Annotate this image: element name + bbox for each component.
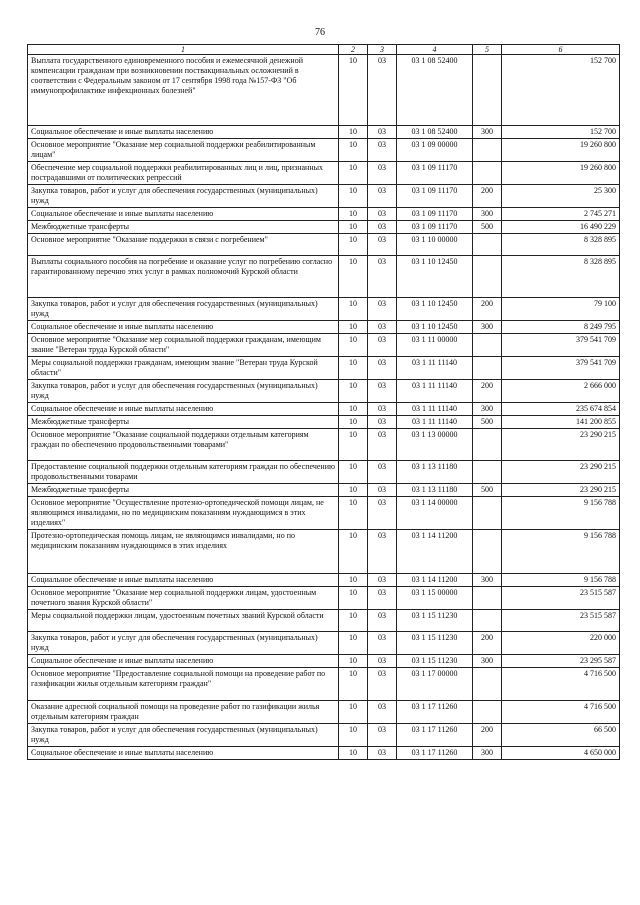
section-cell: 10 bbox=[339, 334, 368, 357]
amount-cell: 23 515 587 bbox=[502, 587, 620, 610]
section-cell: 10 bbox=[339, 724, 368, 747]
amount-cell: 19 260 800 bbox=[502, 139, 620, 162]
row-name-cell: Основное мероприятие "Оказание мер социальной поддержки реабилитированным лицам" bbox=[28, 139, 339, 162]
table-header-row bbox=[28, 45, 620, 55]
table-row bbox=[28, 461, 620, 484]
subsection-cell: 03 bbox=[368, 55, 397, 126]
target-article-cell: 03 1 11 11140 bbox=[397, 416, 473, 429]
table-row bbox=[28, 668, 620, 701]
amount-cell: 23 290 215 bbox=[502, 484, 620, 497]
column-header: 6 bbox=[502, 45, 620, 55]
section-cell: 10 bbox=[339, 403, 368, 416]
expense-type-cell bbox=[473, 429, 502, 461]
target-article-cell: 03 1 10 12450 bbox=[397, 298, 473, 321]
column-header: 5 bbox=[473, 45, 502, 55]
row-name-cell: Основное мероприятие "Оказание мер социальной поддержки гражданам, имеющим звание "Ветеран труда Курской области" bbox=[28, 334, 339, 357]
amount-cell: 2 666 000 bbox=[502, 380, 620, 403]
target-article-cell: 03 1 09 11170 bbox=[397, 162, 473, 185]
page-number: 76 bbox=[315, 27, 325, 38]
target-article-cell: 03 1 17 11260 bbox=[397, 701, 473, 724]
expense-type-cell: 500 bbox=[473, 484, 502, 497]
section-cell: 10 bbox=[339, 574, 368, 587]
subsection-cell: 03 bbox=[368, 701, 397, 724]
target-article-cell: 03 1 13 11180 bbox=[397, 484, 473, 497]
table-row bbox=[28, 256, 620, 298]
subsection-cell: 03 bbox=[368, 185, 397, 208]
expense-type-cell: 300 bbox=[473, 321, 502, 334]
target-article-cell: 03 1 08 52400 bbox=[397, 126, 473, 139]
section-cell: 10 bbox=[339, 162, 368, 185]
table-row bbox=[28, 185, 620, 208]
table-row bbox=[28, 126, 620, 139]
subsection-cell: 03 bbox=[368, 256, 397, 298]
table-row bbox=[28, 380, 620, 403]
subsection-cell: 03 bbox=[368, 221, 397, 234]
expense-type-cell: 200 bbox=[473, 724, 502, 747]
column-header: 2 bbox=[339, 45, 368, 55]
amount-cell: 8 328 895 bbox=[502, 234, 620, 256]
expense-type-cell bbox=[473, 357, 502, 380]
expense-type-cell bbox=[473, 668, 502, 701]
target-article-cell: 03 1 13 00000 bbox=[397, 429, 473, 461]
subsection-cell: 03 bbox=[368, 610, 397, 632]
table-row bbox=[28, 429, 620, 461]
expense-type-cell bbox=[473, 55, 502, 126]
subsection-cell: 03 bbox=[368, 655, 397, 668]
section-cell: 10 bbox=[339, 321, 368, 334]
table-row bbox=[28, 632, 620, 655]
row-name-cell: Оказание адресной социальной помощи на проведение работ по газификации жилья отдельным категориям граждан bbox=[28, 701, 339, 724]
subsection-cell: 03 bbox=[368, 321, 397, 334]
row-name-cell: Закупка товаров, работ и услуг для обеспечения государственных (муниципальных) нужд bbox=[28, 185, 339, 208]
target-article-cell: 03 1 14 11200 bbox=[397, 530, 473, 574]
expense-type-cell bbox=[473, 701, 502, 724]
amount-cell: 16 490 229 bbox=[502, 221, 620, 234]
subsection-cell: 03 bbox=[368, 234, 397, 256]
expense-type-cell bbox=[473, 530, 502, 574]
amount-cell: 379 541 709 bbox=[502, 357, 620, 380]
subsection-cell: 03 bbox=[368, 126, 397, 139]
amount-cell: 4 716 500 bbox=[502, 668, 620, 701]
row-name-cell: Закупка товаров, работ и услуг для обеспечения государственных (муниципальных) нужд bbox=[28, 298, 339, 321]
expense-type-cell bbox=[473, 497, 502, 530]
section-cell: 10 bbox=[339, 497, 368, 530]
subsection-cell: 03 bbox=[368, 298, 397, 321]
section-cell: 10 bbox=[339, 484, 368, 497]
section-cell: 10 bbox=[339, 587, 368, 610]
table-row bbox=[28, 497, 620, 530]
amount-cell: 4 650 000 bbox=[502, 747, 620, 760]
subsection-cell: 03 bbox=[368, 530, 397, 574]
target-article-cell: 03 1 17 11260 bbox=[397, 724, 473, 747]
amount-cell: 25 300 bbox=[502, 185, 620, 208]
amount-cell: 79 100 bbox=[502, 298, 620, 321]
table-row bbox=[28, 321, 620, 334]
expense-type-cell: 300 bbox=[473, 655, 502, 668]
subsection-cell: 03 bbox=[368, 747, 397, 760]
subsection-cell: 03 bbox=[368, 632, 397, 655]
section-cell: 10 bbox=[339, 208, 368, 221]
amount-cell: 141 200 855 bbox=[502, 416, 620, 429]
amount-cell: 8 328 895 bbox=[502, 256, 620, 298]
amount-cell: 23 290 215 bbox=[502, 461, 620, 484]
subsection-cell: 03 bbox=[368, 416, 397, 429]
expense-type-cell: 500 bbox=[473, 221, 502, 234]
row-name-cell: Обеспечение мер социальной поддержки реабилитированных лиц и лиц, признанных пострадавшими от политических репрессий bbox=[28, 162, 339, 185]
amount-cell: 220 000 bbox=[502, 632, 620, 655]
section-cell: 10 bbox=[339, 701, 368, 724]
table-row bbox=[28, 610, 620, 632]
row-name-cell: Основное мероприятие "Оказание мер социальной поддержки лицам, удостоенным почетного звания Курской области" bbox=[28, 587, 339, 610]
subsection-cell: 03 bbox=[368, 587, 397, 610]
target-article-cell: 03 1 15 11230 bbox=[397, 610, 473, 632]
table-row bbox=[28, 484, 620, 497]
section-cell: 10 bbox=[339, 610, 368, 632]
section-cell: 10 bbox=[339, 185, 368, 208]
section-cell: 10 bbox=[339, 221, 368, 234]
row-name-cell: Протезно-ортопедическая помощь лицам, не являющимся инвалидами, но по медицинским показаниям нуждающимся в этих изделиях bbox=[28, 530, 339, 574]
expense-type-cell: 200 bbox=[473, 185, 502, 208]
row-name-cell: Выплата государственного единовременного пособия и ежемесячной денежной компенсации гражданам при возникновении поствакцинальных осложнений в соответствии с Федеральным законом от 17 сентября 1998 года №157-ФЗ "Об иммунопрофилактике инфекционных болезней" bbox=[28, 55, 339, 126]
target-article-cell: 03 1 08 52400 bbox=[397, 55, 473, 126]
table-row bbox=[28, 530, 620, 574]
table-row bbox=[28, 403, 620, 416]
target-article-cell: 03 1 11 11140 bbox=[397, 380, 473, 403]
amount-cell: 379 541 709 bbox=[502, 334, 620, 357]
subsection-cell: 03 bbox=[368, 429, 397, 461]
subsection-cell: 03 bbox=[368, 162, 397, 185]
expense-type-cell bbox=[473, 587, 502, 610]
table-row bbox=[28, 208, 620, 221]
row-name-cell: Социальное обеспечение и иные выплаты населению bbox=[28, 321, 339, 334]
row-name-cell: Основное мероприятие "Осуществление протезно-ортопедической помощи лицам, не являющимся инвалидами, но по медицинским показаниям нуждающимся в этих изделиях" bbox=[28, 497, 339, 530]
target-article-cell: 03 1 17 00000 bbox=[397, 668, 473, 701]
section-cell: 10 bbox=[339, 530, 368, 574]
row-name-cell: Социальное обеспечение и иные выплаты населению bbox=[28, 208, 339, 221]
amount-cell: 23 515 587 bbox=[502, 610, 620, 632]
section-cell: 10 bbox=[339, 655, 368, 668]
target-article-cell: 03 1 14 11200 bbox=[397, 574, 473, 587]
expense-type-cell bbox=[473, 610, 502, 632]
section-cell: 10 bbox=[339, 234, 368, 256]
expense-type-cell: 200 bbox=[473, 380, 502, 403]
target-article-cell: 03 1 09 11170 bbox=[397, 221, 473, 234]
section-cell: 10 bbox=[339, 461, 368, 484]
target-article-cell: 03 1 15 11230 bbox=[397, 632, 473, 655]
table-row bbox=[28, 298, 620, 321]
subsection-cell: 03 bbox=[368, 139, 397, 162]
target-article-cell: 03 1 09 00000 bbox=[397, 139, 473, 162]
row-name-cell: Меры социальной поддержки гражданам, имеющим звание "Ветеран труда Курской области" bbox=[28, 357, 339, 380]
expense-type-cell: 300 bbox=[473, 126, 502, 139]
table-row bbox=[28, 357, 620, 380]
subsection-cell: 03 bbox=[368, 724, 397, 747]
section-cell: 10 bbox=[339, 632, 368, 655]
amount-cell: 23 290 215 bbox=[502, 429, 620, 461]
row-name-cell: Социальное обеспечение и иные выплаты населению bbox=[28, 574, 339, 587]
table-row bbox=[28, 724, 620, 747]
section-cell: 10 bbox=[339, 747, 368, 760]
target-article-cell: 03 1 17 11260 bbox=[397, 747, 473, 760]
subsection-cell: 03 bbox=[368, 497, 397, 530]
target-article-cell: 03 1 15 00000 bbox=[397, 587, 473, 610]
amount-cell: 8 249 795 bbox=[502, 321, 620, 334]
subsection-cell: 03 bbox=[368, 208, 397, 221]
table-row bbox=[28, 655, 620, 668]
subsection-cell: 03 bbox=[368, 403, 397, 416]
row-name-cell: Закупка товаров, работ и услуг для обеспечения государственных (муниципальных) нужд bbox=[28, 724, 339, 747]
target-article-cell: 03 1 13 11180 bbox=[397, 461, 473, 484]
expense-type-cell: 300 bbox=[473, 403, 502, 416]
expense-type-cell bbox=[473, 139, 502, 162]
table-row bbox=[28, 162, 620, 185]
section-cell: 10 bbox=[339, 139, 368, 162]
column-header: 4 bbox=[397, 45, 473, 55]
target-article-cell: 03 1 11 11140 bbox=[397, 357, 473, 380]
row-name-cell: Закупка товаров, работ и услуг для обеспечения государственных (муниципальных) нужд bbox=[28, 380, 339, 403]
section-cell: 10 bbox=[339, 429, 368, 461]
subsection-cell: 03 bbox=[368, 334, 397, 357]
row-name-cell: Межбюджетные трансферты bbox=[28, 221, 339, 234]
row-name-cell: Межбюджетные трансферты bbox=[28, 484, 339, 497]
expense-type-cell bbox=[473, 256, 502, 298]
target-article-cell: 03 1 11 11140 bbox=[397, 403, 473, 416]
table-row bbox=[28, 747, 620, 760]
target-article-cell: 03 1 14 00000 bbox=[397, 497, 473, 530]
column-header: 3 bbox=[368, 45, 397, 55]
table-row bbox=[28, 139, 620, 162]
subsection-cell: 03 bbox=[368, 380, 397, 403]
table-row bbox=[28, 416, 620, 429]
target-article-cell: 03 1 15 11230 bbox=[397, 655, 473, 668]
subsection-cell: 03 bbox=[368, 484, 397, 497]
section-cell: 10 bbox=[339, 668, 368, 701]
column-header: 1 bbox=[28, 45, 339, 55]
amount-cell: 9 156 788 bbox=[502, 530, 620, 574]
row-name-cell: Основное мероприятие "Предоставление социальной помощи на проведение работ по газификации жилья отдельным категориям граждан" bbox=[28, 668, 339, 701]
expense-type-cell bbox=[473, 162, 502, 185]
amount-cell: 23 295 587 bbox=[502, 655, 620, 668]
expense-type-cell bbox=[473, 334, 502, 357]
table-row bbox=[28, 334, 620, 357]
target-article-cell: 03 1 09 11170 bbox=[397, 185, 473, 208]
amount-cell: 9 156 788 bbox=[502, 497, 620, 530]
table-row bbox=[28, 701, 620, 724]
expense-type-cell: 300 bbox=[473, 574, 502, 587]
expense-type-cell: 200 bbox=[473, 632, 502, 655]
expense-type-cell: 500 bbox=[473, 416, 502, 429]
target-article-cell: 03 1 10 00000 bbox=[397, 234, 473, 256]
target-article-cell: 03 1 09 11170 bbox=[397, 208, 473, 221]
row-name-cell: Основное мероприятие "Оказание поддержки в связи с погребением" bbox=[28, 234, 339, 256]
amount-cell: 235 674 854 bbox=[502, 403, 620, 416]
section-cell: 10 bbox=[339, 126, 368, 139]
budget-table bbox=[27, 44, 620, 760]
expense-type-cell: 200 bbox=[473, 298, 502, 321]
expense-type-cell bbox=[473, 461, 502, 484]
amount-cell: 66 500 bbox=[502, 724, 620, 747]
amount-cell: 4 716 500 bbox=[502, 701, 620, 724]
table-row bbox=[28, 574, 620, 587]
expense-type-cell: 300 bbox=[473, 747, 502, 760]
amount-cell: 9 156 788 bbox=[502, 574, 620, 587]
subsection-cell: 03 bbox=[368, 668, 397, 701]
row-name-cell: Социальное обеспечение и иные выплаты населению bbox=[28, 655, 339, 668]
table-row bbox=[28, 587, 620, 610]
row-name-cell: Выплаты социального пособия на погребение и оказание услуг по погребению согласно гарантированному перечню этих услуг в рамках полномочий Курской области bbox=[28, 256, 339, 298]
target-article-cell: 03 1 10 12450 bbox=[397, 256, 473, 298]
target-article-cell: 03 1 10 12450 bbox=[397, 321, 473, 334]
row-name-cell: Межбюджетные трансферты bbox=[28, 416, 339, 429]
row-name-cell: Закупка товаров, работ и услуг для обеспечения государственных (муниципальных) нужд bbox=[28, 632, 339, 655]
table-row bbox=[28, 234, 620, 256]
amount-cell: 2 745 271 bbox=[502, 208, 620, 221]
row-name-cell: Социальное обеспечение и иные выплаты населению bbox=[28, 403, 339, 416]
section-cell: 10 bbox=[339, 298, 368, 321]
section-cell: 10 bbox=[339, 380, 368, 403]
row-name-cell: Предоставление социальной поддержки отдельным категориям граждан по обеспечению продовольственными товарами bbox=[28, 461, 339, 484]
table-row bbox=[28, 55, 620, 126]
amount-cell: 152 700 bbox=[502, 126, 620, 139]
subsection-cell: 03 bbox=[368, 357, 397, 380]
amount-cell: 152 700 bbox=[502, 55, 620, 126]
section-cell: 10 bbox=[339, 55, 368, 126]
row-name-cell: Социальное обеспечение и иные выплаты населению bbox=[28, 747, 339, 760]
section-cell: 10 bbox=[339, 416, 368, 429]
table-row bbox=[28, 221, 620, 234]
target-article-cell: 03 1 11 00000 bbox=[397, 334, 473, 357]
amount-cell: 19 260 800 bbox=[502, 162, 620, 185]
subsection-cell: 03 bbox=[368, 461, 397, 484]
row-name-cell: Основное мероприятие "Оказание социальной поддержки отдельным категориям граждан по обеспечению продовольственными товарами" bbox=[28, 429, 339, 461]
expense-type-cell bbox=[473, 234, 502, 256]
subsection-cell: 03 bbox=[368, 574, 397, 587]
section-cell: 10 bbox=[339, 256, 368, 298]
row-name-cell: Социальное обеспечение и иные выплаты населению bbox=[28, 126, 339, 139]
section-cell: 10 bbox=[339, 357, 368, 380]
expense-type-cell: 300 bbox=[473, 208, 502, 221]
row-name-cell: Меры социальной поддержки лицам, удостоенным почетных званий Курской области bbox=[28, 610, 339, 632]
